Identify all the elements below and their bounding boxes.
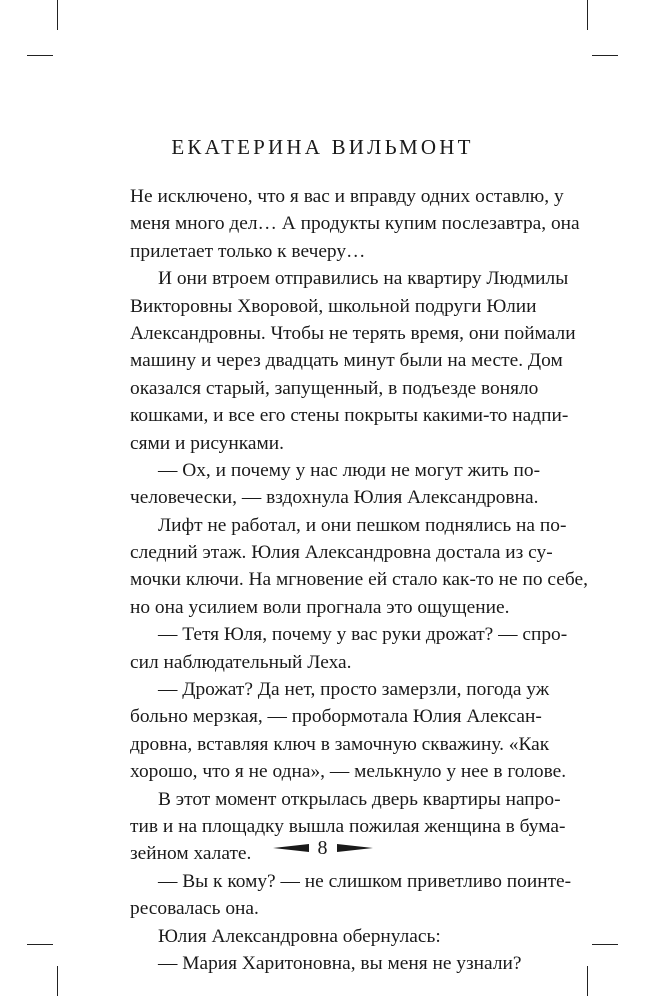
text-line: — Вы к кому? — не слишком приветливо поинте- [158,870,572,892]
text-line: — Тетя Юля, почему у вас руки дрожат? — спро- [158,624,568,646]
page-footer [0,836,645,860]
crop-mark [587,0,588,30]
crop-mark [27,55,53,56]
crop-mark [592,55,618,56]
crop-mark [27,944,53,945]
text-line: Не исключено, что я вас и вправду одних оставлю, у [130,186,564,207]
text-line: сями и рисунками. [130,432,284,454]
page-number: 8 [317,837,328,859]
text-line: тив и на площадку вышла пожилая женщина в бума- [130,815,566,837]
crop-mark [587,966,588,996]
text-line: меня много дел… А продукты купим послезавтра, она [130,213,580,235]
text-line: Викторовны Хворовой, школьной подруги Юлии [130,295,537,317]
crop-mark [592,944,618,945]
text-line: но она усилием воли прогнала это ощущение. [130,596,510,618]
text-line: следний этаж. Юлия Александровна достала из су- [130,542,553,564]
text-line: зейном халате. [130,843,252,865]
crop-mark [57,0,58,30]
text-line: прилетает только к вечеру… [130,240,366,262]
running-header: ЕКАТЕРИНА ВИЛЬМОНТ [171,135,474,159]
text-line: сил наблюдательный Леха. [130,651,352,673]
text-line: машину и через двадцать минут были на месте. Дом [130,350,563,372]
text-line: оказался старый, запущенный, в подъезде воняло [130,377,539,399]
left-ornament-icon [273,843,309,853]
text-line: дровна, вставляя ключ в замочную скважину. «Как [130,733,550,755]
text-line: В этот момент открылась дверь квартиры напро- [158,788,561,810]
text-line: — Дрожат? Да нет, просто замерзли, погода уж [158,679,550,701]
right-ornament-icon [337,843,373,853]
text-line: Александровны. Чтобы не терять время, они поймали [130,322,576,344]
text-line: мочки ключи. На мгновение ей стало как-то не по себе, [130,569,588,591]
text-line: Лифт не работал, и они пешком поднялись на по- [158,514,567,536]
text-line: человечески, — вздохнула Юлия Александровна. [130,487,539,509]
text-line: — Ох, и почему у нас люди не могут жить по- [158,459,541,481]
text-line: И они втроем отправились на квартиру Людмилы [158,268,569,290]
text-line: хорошо, что я не одна», — мелькнуло у нее в голове. [130,761,567,783]
text-line: ресовалась она. [130,898,259,920]
text-line: кошками, и все его стены покрыты какими-то надпи- [130,405,569,427]
text-line: Юлия Александровна обернулась: [158,925,441,947]
text-line: — Мария Харитоновна, вы меня не узнали? [158,952,522,974]
text-line: больно мерзкая, — пробормотала Юлия Алексан- [130,706,542,728]
crop-mark [57,966,58,996]
